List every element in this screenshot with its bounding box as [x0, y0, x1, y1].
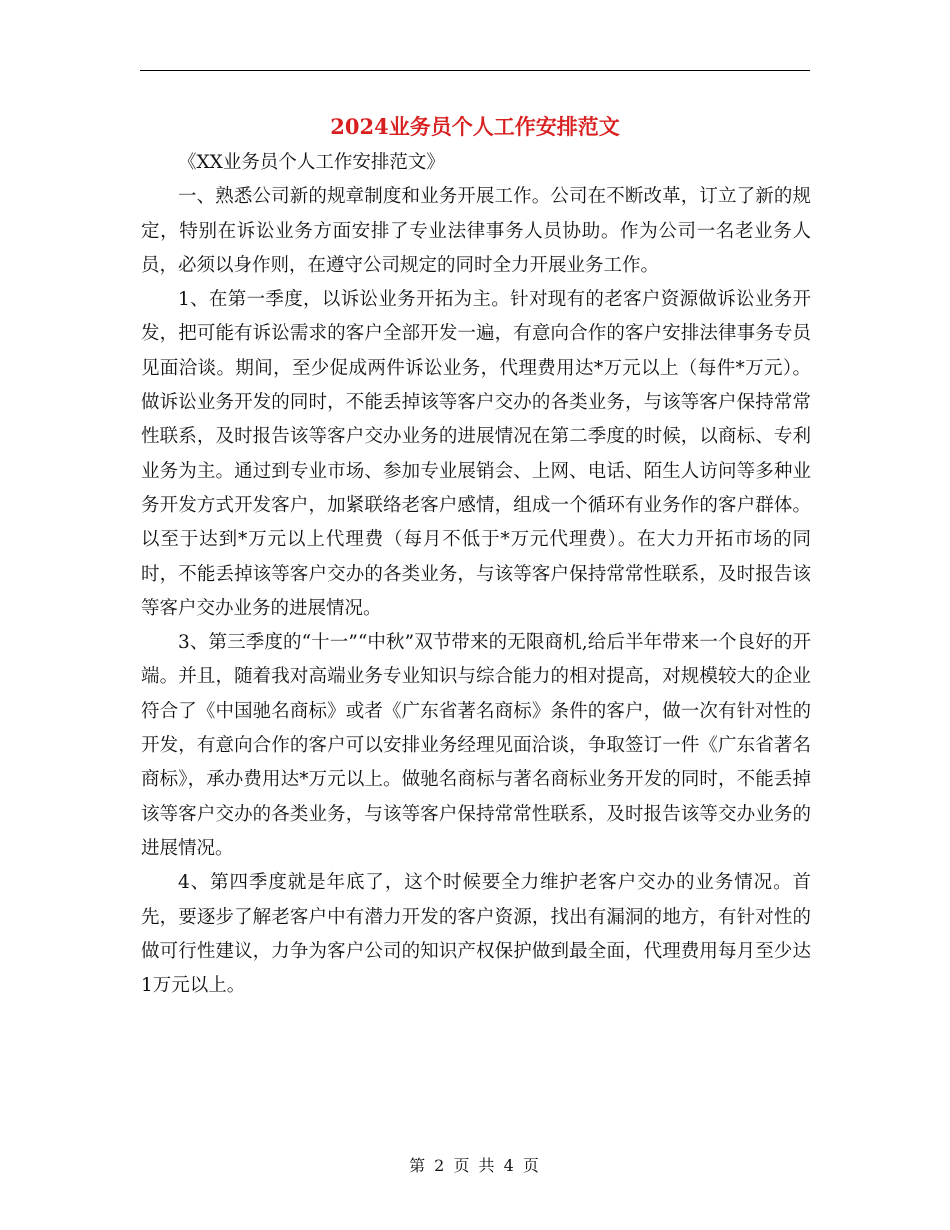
document-title: 2024业务员个人工作安排范文	[330, 114, 620, 139]
header-rule	[140, 70, 810, 71]
paragraph-section-1: 一、熟悉公司新的规章制度和业务开展工作。公司在不断改革，订立了新的规定，特别在诉讼业务方面安排了专业法律事务人员协助。作为公司一名老业务人员，必须以身作则，在遵守公司规定的同时全力开展业务工作。	[141, 186, 811, 276]
paragraph-q3: 3、第三季度的“十一”“中秋”双节带来的无限商机,给后半年带来一个良好的开端。并且，随着我对高端业务专业知识与综合能力的相对提高，对规模较大的企业符合了《中国驰名商标》或者《广东省著名商标》条件的客户，做一次有针对性的开发，有意向合作的客户可以安排业务经理见面洽谈，争取签订一件《广东省著名商标》，承办费用达*万元以上。做驰名商标与著名商标业务开发的同时，不能丢掉该等客户交办的各类业务，与该等客户保持常常性联系，及时报告该等交办业务的进展情况。	[141, 632, 811, 859]
paragraph-subtitle: 《XX业务员个人工作安排范文》	[178, 152, 445, 173]
document-body	[141, 146, 811, 1003]
paragraph-q4: 4、第四季度就是年底了，这个时候要全力维护老客户交办的业务情况。首先，要逐步了解老客户中有潜力开发的客户资源，找出有漏洞的地方，有针对性的做可行性建议，力争为客户公司的知识产权保护做到最全面，代理费用每月至少达1万元以上。	[141, 872, 811, 997]
page-number-footer: 第 2 页 共 4 页	[409, 1156, 541, 1175]
paragraph-q1-q2: 1、在第一季度，以诉讼业务开拓为主。针对现有的老客户资源做诉讼业务开发，把可能有诉讼需求的客户全部开发一遍，有意向合作的客户安排法律事务专员见面洽谈。期间，至少促成两件诉讼业务，代理费用达*万元以上（每件*万元）。做诉讼业务开发的同时，不能丢掉该等客户交办的各类业务，与该等客户保持常常性联系，及时报告该等客户交办业务的进展情况在第二季度的时候，以商标、专利业务为主。通过到专业市场、参加专业展销会、上网、电话、陌生人访问等多种业务开发方式开发客户，加紧联络老客户感情，组成一个循环有业务作的客户群体。以至于达到*万元以上代理费（每月不低于*万元代理费）。在大力开拓市场的同时，不能丢掉该等客户交办的各类业务，与该等客户保持常常性联系，及时报告该等客户交办业务的进展情况。	[141, 289, 811, 619]
